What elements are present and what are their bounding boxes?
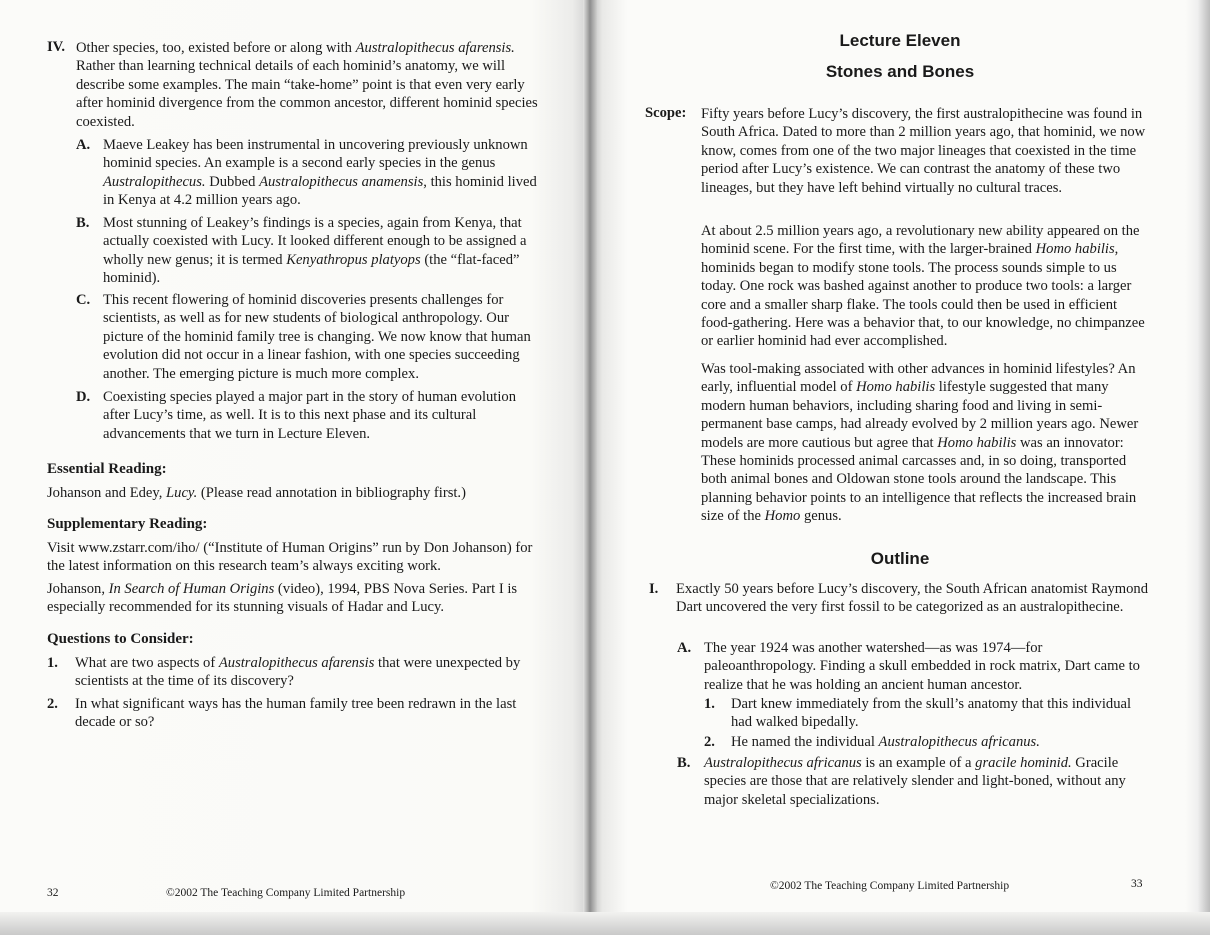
italic-run: Homo bbox=[764, 508, 801, 525]
page-bottom-shadow bbox=[0, 912, 1210, 935]
text-run: Johanson and Edey, bbox=[47, 485, 167, 501]
scope-paragraph-2 bbox=[701, 222, 1146, 351]
outline-item-i bbox=[649, 580, 1149, 617]
text-run: was an innovator: These hominids processed animal carcasses and, in so doing, transported both animal bones and Oldowan stone tools around the landscape. This planning behavior points to an intelligence that reflects the increased brain size of the bbox=[701, 434, 1137, 525]
scope-paragraph-3 bbox=[701, 360, 1146, 526]
text-run: Gracile species are those that are relatively slender and light-boned, without any major skeletal specializations. bbox=[704, 755, 1126, 808]
question-number: 1. bbox=[47, 655, 58, 671]
italic-run: Australopithecus africanus. bbox=[878, 734, 1040, 750]
text-run: Dubbed bbox=[205, 173, 260, 190]
item-text bbox=[103, 214, 542, 288]
italic-run: Kenyathropus platyops bbox=[286, 251, 421, 268]
item-text bbox=[103, 136, 542, 210]
text-run: Other species, too, existed before or along with bbox=[76, 40, 356, 56]
outline-item-i-a-1 bbox=[704, 695, 1144, 732]
item-letter: B. bbox=[76, 215, 90, 231]
outline-item-i-b bbox=[677, 754, 1147, 809]
scope-paragraph-1: Fifty years before Lucy’s discovery, the first australopithecine was found in South Africa. Dated to more than 2 million years ago, that hominid, we now know, comes from one of the two major lineages that coexisted in the time period after Lucy’s existence. We can contrast the anatomy of these two lineages, but they have left behind virtually no cultural traces. bbox=[701, 106, 1146, 196]
outline-heading: Outline bbox=[870, 549, 930, 568]
text-run: (the “flat-faced” hominid). bbox=[103, 251, 520, 287]
italic-run: Australopithecus. bbox=[103, 173, 206, 190]
outline-item-d bbox=[76, 388, 542, 443]
outline-item-b bbox=[76, 214, 542, 288]
text-run: (video), 1994, PBS Nova Series. Part I is especially recommended for its stunning visuals of Hadar and Lucy. bbox=[47, 581, 518, 616]
outline-item-i-a-2 bbox=[704, 733, 1144, 751]
question-number: 2. bbox=[47, 696, 58, 712]
right-page-number: 33 bbox=[1131, 878, 1143, 890]
text-run: genus. bbox=[800, 508, 842, 525]
italic-run: Homo habilis bbox=[1035, 241, 1115, 258]
question-2 bbox=[47, 695, 547, 732]
text-run: , hominids began to modify stone tools. The process sounds simple to us today. One rock was bashed against another to produce two tools: a larger core and a smaller sharp flake. The tools could then be used in efficient food-gathering. Here was a behavior that, to our knowledge, no chimpanzee or earlier hominid had ever accomplished. bbox=[701, 241, 1145, 350]
lecture-subtitle: Stones and Bones bbox=[825, 62, 975, 81]
item-text: This recent flowering of hominid discoveries presents challenges for scientists, as well as for new students of biological anthropology. Our picture of the hominid family tree is changing. We now know that human evolution did not occur in a linear fashion, with one species succeeding another. The emerging picture is much more complex. bbox=[103, 292, 531, 382]
text-run: lifestyle suggested that many modern human behaviors, including sharing food and living in semi-permanent base camps, had already evolved by 2 million years ago. Newer models are more cautious but agree that bbox=[701, 379, 1139, 451]
outline-item-c bbox=[76, 291, 542, 383]
outline-item-a bbox=[76, 136, 542, 210]
text-run: Maeve Leakey has been instrumental in uncovering previously unknown hominid species. An example is a second early species in the genus bbox=[103, 137, 528, 172]
text-run: Rather than learning technical details of each hominid’s anatomy, we will describe some examples. The main “take-home” point is that even very early after hominid divergence from the common ancestor, different hominid species coexisted. bbox=[76, 58, 538, 130]
item-number: 2. bbox=[704, 734, 715, 750]
essential-reading-heading: Essential Reading: bbox=[47, 461, 167, 477]
italic-run: Homo habilis bbox=[937, 434, 1017, 451]
item-letter: D. bbox=[76, 389, 91, 405]
outline-item-i-a bbox=[677, 639, 1147, 694]
question-1 bbox=[47, 654, 547, 691]
text-run: Johanson, bbox=[47, 581, 109, 597]
roman-numeral: I. bbox=[649, 581, 659, 597]
right-copyright: ©2002 The Teaching Company Limited Partnership bbox=[770, 880, 1010, 892]
scope-label: Scope: bbox=[645, 105, 687, 121]
text-run: At about 2.5 million years ago, a revolutionary new ability appeared on the hominid scene. For the first time, with the larger-brained bbox=[701, 223, 1140, 258]
item-letter: A. bbox=[677, 640, 692, 656]
text-run: is an example of a bbox=[861, 755, 976, 771]
item-text: Dart knew immediately from the skull’s anatomy that this individual had walked bipedally. bbox=[731, 696, 1132, 731]
italic-run: Homo habilis bbox=[856, 379, 936, 396]
text-run: He named the individual bbox=[731, 734, 879, 750]
question-text bbox=[75, 654, 547, 691]
left-page-number: 32 bbox=[47, 887, 59, 899]
item-letter: B. bbox=[677, 755, 691, 771]
item-text bbox=[731, 733, 1144, 751]
roman-numeral: IV. bbox=[47, 39, 65, 55]
italic-run: Lucy. bbox=[166, 485, 198, 501]
italic-run: Australopithecus anamensis bbox=[259, 173, 424, 190]
item-number: 1. bbox=[704, 696, 715, 712]
supplementary-reading-heading: Supplementary Reading: bbox=[47, 516, 208, 532]
text-run: that were unexpected by scientists at the time of its discovery? bbox=[75, 655, 521, 690]
italic-run: In Search of Human Origins bbox=[108, 581, 275, 597]
book-gutter bbox=[583, 0, 597, 935]
italic-run: Australopithecus afarensis. bbox=[355, 40, 515, 56]
essential-reading-entry bbox=[47, 484, 547, 502]
item-letter: C. bbox=[76, 292, 91, 308]
item-text bbox=[704, 754, 1147, 809]
outline-item-text bbox=[76, 39, 547, 131]
questions-heading: Questions to Consider: bbox=[47, 631, 194, 647]
item-text: The year 1924 was another watershed—as was 1974—for paleoanthropology. Finding a skull embedded in rock matrix, Dart came to realize that he was holding an ancient human ancestor. bbox=[704, 640, 1140, 693]
left-copyright: ©2002 The Teaching Company Limited Partnership bbox=[166, 887, 406, 899]
text-run: , this hominid lived in Kenya at 4.2 million years ago. bbox=[103, 173, 537, 209]
text-run: What are two aspects of bbox=[75, 655, 219, 671]
lecture-title: Lecture Eleven bbox=[839, 31, 961, 50]
text-run: Most stunning of Leakey’s findings is a species, again from Kenya, that actually coexisted with Lucy. It looked different enough to be assigned a wholly new genus; it is termed bbox=[103, 215, 527, 268]
text-run: (Please read annotation in bibliography first.) bbox=[197, 485, 466, 501]
italic-run: gracile hominid. bbox=[975, 755, 1072, 771]
text-run: Was tool-making associated with other advances in hominid lifestyles? An early, influential model of bbox=[701, 361, 1136, 396]
item-text: Coexisting species played a major part in the story of human evolution after Lucy’s time, as well. It is to this next phase and its cultural advancements that we turn in Lecture Eleven. bbox=[103, 389, 516, 442]
question-text: In what significant ways has the human family tree been redrawn in the last decade or so? bbox=[75, 696, 517, 731]
item-letter: A. bbox=[76, 137, 91, 153]
outline-item-text: Exactly 50 years before Lucy’s discovery, the South African anatomist Raymond Dart uncovered the very first fossil to be categorized as an australopithecine. bbox=[676, 581, 1149, 616]
italic-run: Australopithecus afarensis bbox=[218, 655, 375, 671]
italic-run: Australopithecus africanus bbox=[704, 755, 862, 771]
supplementary-reading-entry-2 bbox=[47, 580, 547, 617]
supplementary-reading-entry-1: Visit www.zstarr.com/iho/ (“Institute of Human Origins” run by Don Johanson) for the latest information on this research team’s always exciting work. bbox=[47, 540, 533, 575]
outline-item-iv bbox=[47, 39, 547, 131]
